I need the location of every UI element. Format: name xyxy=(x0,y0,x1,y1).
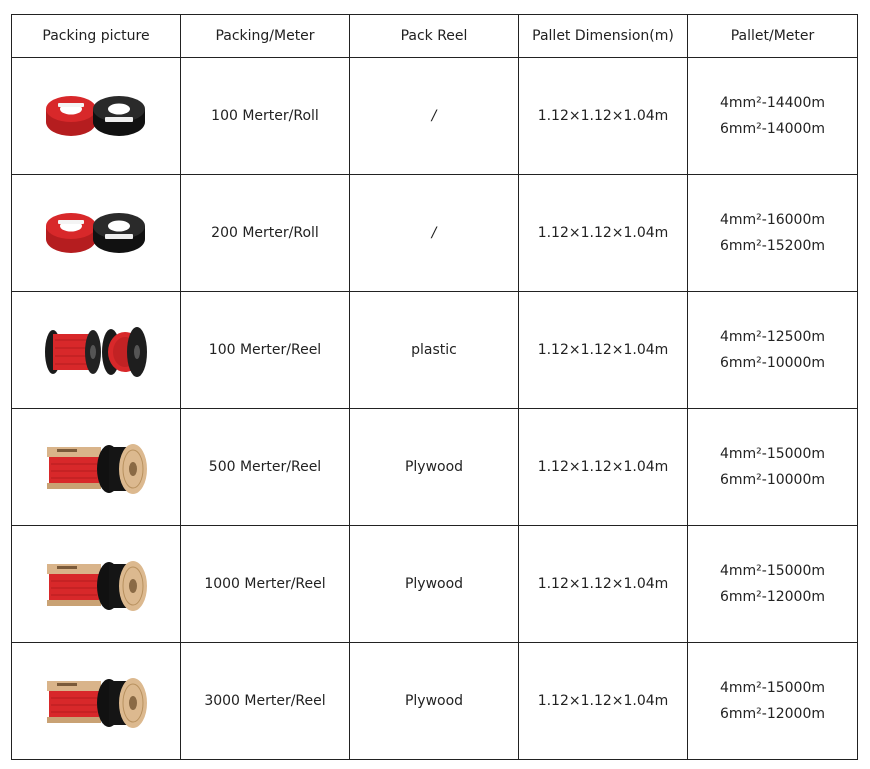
pack-reel-cell: Plywood xyxy=(350,526,519,643)
plywood-drum-pair-icon xyxy=(41,671,151,731)
pallet-dimension-cell: 1.12×1.12×1.04m xyxy=(519,409,688,526)
pallet-meter-6mm: 6mm²-10000m xyxy=(719,472,826,488)
pallet-meter-6mm: 6mm²-15200m xyxy=(719,238,826,254)
pack-reel-cell: Plywood xyxy=(350,643,519,760)
pallet-meter-6mm: 6mm²-10000m xyxy=(719,355,826,371)
header-packing-meter: Packing/Meter xyxy=(181,15,350,58)
cable-roll-pair-icon xyxy=(41,91,151,141)
table-row xyxy=(12,175,858,292)
pallet-meter-cell xyxy=(688,58,858,175)
pallet-meter-4mm: 4mm²-15000m xyxy=(719,563,826,579)
header-packing-picture: Packing picture xyxy=(12,15,181,58)
packing-picture-cell xyxy=(12,292,181,409)
packing-meter-cell: 3000 Merter/Reel xyxy=(181,643,350,760)
pallet-meter-4mm: 4mm²-15000m xyxy=(719,446,826,462)
pallet-meter-4mm: 4mm²-12500m xyxy=(719,329,826,345)
packing-meter-cell: 100 Merter/Reel xyxy=(181,292,350,409)
cable-roll-pair-icon xyxy=(41,208,151,258)
pallet-meter-cell xyxy=(688,526,858,643)
header-pallet-meter: Pallet/Meter xyxy=(688,15,858,58)
packing-picture-cell xyxy=(12,643,181,760)
packing-table xyxy=(11,14,858,760)
pack-reel-cell: Plywood xyxy=(350,409,519,526)
pallet-meter-6mm: 6mm²-12000m xyxy=(719,589,826,605)
packing-meter-cell: 100 Merter/Roll xyxy=(181,58,350,175)
plastic-reel-pair-icon xyxy=(41,320,151,380)
packing-meter-cell: 200 Merter/Roll xyxy=(181,175,350,292)
pack-reel-cell: plastic xyxy=(350,292,519,409)
pallet-meter-4mm: 4mm²-16000m xyxy=(719,212,826,228)
packing-meter-cell: 1000 Merter/Reel xyxy=(181,526,350,643)
pallet-dimension-cell: 1.12×1.12×1.04m xyxy=(519,643,688,760)
packing-picture-cell xyxy=(12,526,181,643)
plywood-drum-pair-icon xyxy=(41,437,151,497)
pallet-meter-6mm: 6mm²-12000m xyxy=(719,706,826,722)
packing-picture-cell xyxy=(12,409,181,526)
header-pack-reel: Pack Reel xyxy=(350,15,519,58)
pallet-meter-4mm: 4mm²-15000m xyxy=(719,680,826,696)
pallet-meter-4mm: 4mm²-14400m xyxy=(719,95,826,111)
pallet-dimension-cell: 1.12×1.12×1.04m xyxy=(519,292,688,409)
pallet-meter-cell xyxy=(688,409,858,526)
packing-picture-cell xyxy=(12,175,181,292)
table-row xyxy=(12,643,858,760)
pack-reel-cell: / xyxy=(350,58,519,175)
plywood-drum-pair-icon xyxy=(41,554,151,614)
table-row xyxy=(12,58,858,175)
table-row xyxy=(12,526,858,643)
packing-picture-cell xyxy=(12,58,181,175)
table-row xyxy=(12,292,858,409)
pallet-dimension-cell: 1.12×1.12×1.04m xyxy=(519,175,688,292)
packing-meter-cell: 500 Merter/Reel xyxy=(181,409,350,526)
header-pallet-dimension: Pallet Dimension(m) xyxy=(519,15,688,58)
pallet-dimension-cell: 1.12×1.12×1.04m xyxy=(519,526,688,643)
header-row xyxy=(12,15,858,58)
pallet-meter-cell xyxy=(688,292,858,409)
pack-reel-cell: / xyxy=(350,175,519,292)
pallet-dimension-cell: 1.12×1.12×1.04m xyxy=(519,58,688,175)
pallet-meter-6mm: 6mm²-14000m xyxy=(719,121,826,137)
table-row xyxy=(12,409,858,526)
pallet-meter-cell xyxy=(688,175,858,292)
pallet-meter-cell xyxy=(688,643,858,760)
